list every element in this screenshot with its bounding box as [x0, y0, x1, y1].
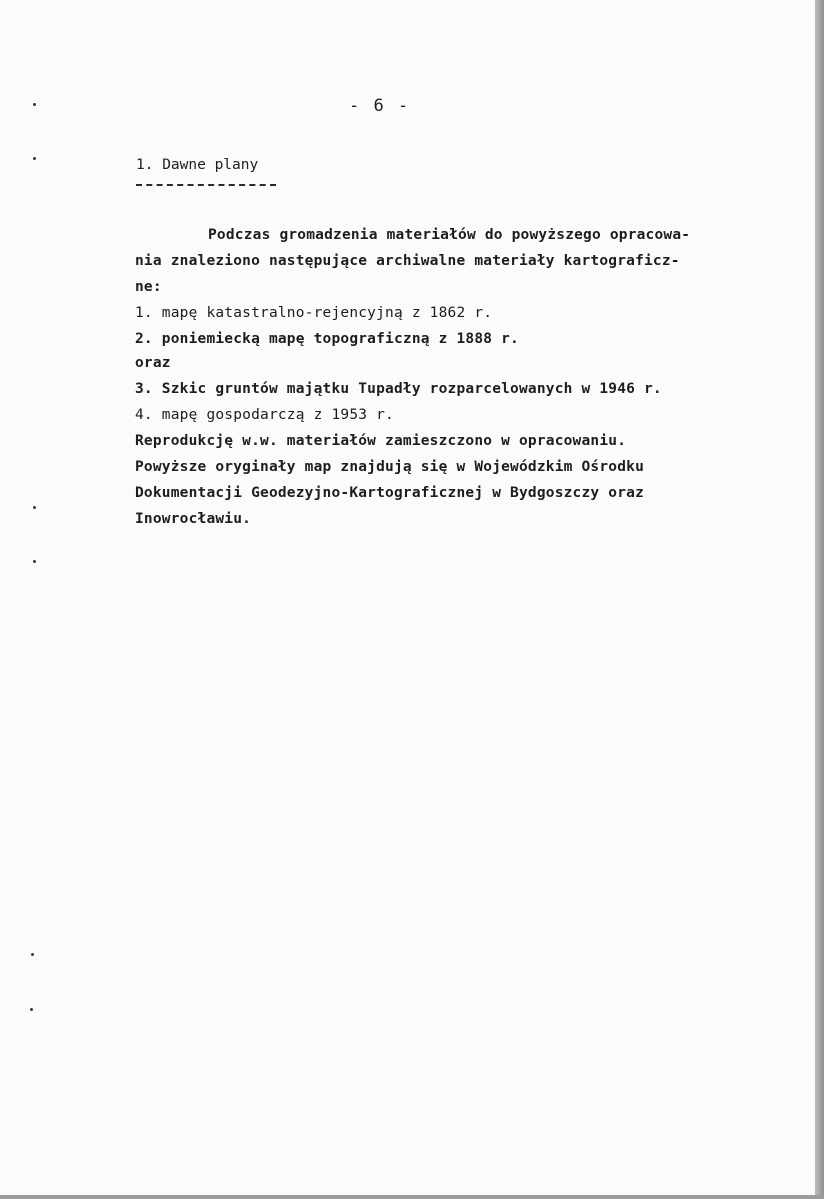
body-line: oraz: [135, 355, 171, 371]
margin-speck: [33, 157, 36, 160]
body-line: Dokumentacji Geodezyjno-Kartograficznej w Bydgoszczy oraz: [135, 485, 644, 501]
body-line: ne:: [135, 279, 162, 295]
body-line: Powyższe oryginały map znajdują się w Wojewódzkim Ośrodku: [135, 459, 644, 475]
body-line: Podczas gromadzenia materiałów do powyższego opracowa-: [208, 227, 691, 243]
margin-speck: [33, 560, 36, 563]
body-line: Reprodukcję w.w. materiałów zamieszczono w opracowaniu.: [135, 433, 627, 449]
margin-speck: [33, 103, 36, 106]
list-item: 2. poniemiecką mapę topograficzną z 1888 r.: [135, 331, 519, 347]
list-item: 3. Szkic gruntów majątku Tupadły rozparcelowanych w 1946 r.: [135, 381, 662, 397]
heading-underline: [136, 184, 276, 186]
body-line: Inowrocławiu.: [135, 511, 252, 527]
page-edge-shadow: [815, 0, 824, 1199]
body-line: nia znaleziono następujące archiwalne materiały kartograficz-: [135, 253, 680, 269]
list-item: 4. mapę gospodarczą z 1953 r.: [135, 407, 394, 423]
margin-speck: [30, 1008, 33, 1011]
list-item: 1. mapę katastralno-rejencyjną z 1862 r.: [135, 305, 493, 321]
page-number: - 6 -: [349, 96, 411, 116]
margin-speck: [31, 953, 34, 956]
margin-speck: [33, 506, 36, 509]
section-heading: 1. Dawne plany: [136, 157, 259, 173]
page-bottom-edge: [0, 1195, 824, 1199]
